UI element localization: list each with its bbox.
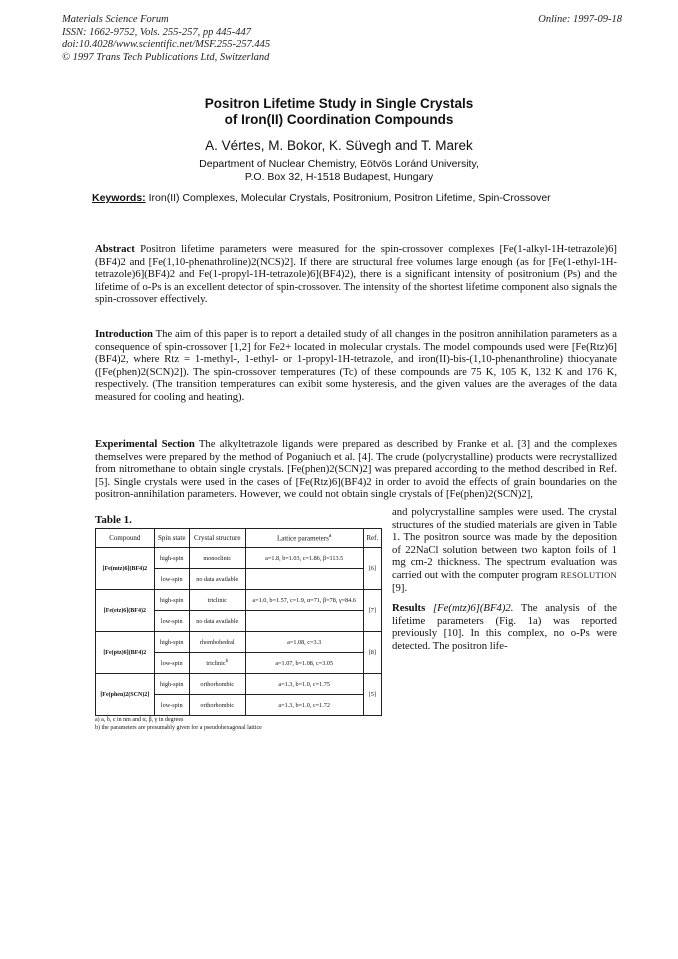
- structure-note-mark: b: [225, 658, 229, 665]
- paper-title: [0, 96, 678, 128]
- results-subheading: [Fe(mtz)6](BF4)2.: [432, 602, 514, 615]
- introduction-paragraph: [95, 328, 617, 404]
- experimental-label: Experimental Section: [95, 438, 195, 450]
- lattice-cell: a=1.3, b=1.0, c=1.75: [245, 674, 363, 695]
- table-row: [96, 548, 382, 569]
- table-row: [96, 632, 382, 653]
- lattice-cell: a=1.3, b=1.0, c=1.72: [245, 695, 363, 716]
- structure-cell: orthorhombic: [189, 674, 245, 695]
- affiliation-line-2: P.O. Box 32, H-1518 Budapest, Hungary: [244, 170, 434, 183]
- ref-cell: [8]: [363, 632, 381, 674]
- compound-cell: [Fe(ptz)6](BF4)2: [96, 632, 155, 674]
- introduction-text: The aim of this paper is to report a detailed study of all changes in the positron annihilation parameters as a consequence of spin-crossover [1,2] for Fe2+ located in molecular crystals. The model compounds used were [Fe(Rtz)6](BF4)2, where Rtz = 1-methyl-, 1-ethyl- or 1-propyl-1H-tetrazole, and iron(II)-bis-(1,10-phenanthroline) thiocyanate ([Fe(phen)2(SCN)2]). The spin-crossover temperatures (Tc) of these compounds are 75 K, 105 K, 132 K and 176 K, respectively. (The transition temperatures can exibit some hysteresis, and the given values are the averages of the data measured for cooling and heating).: [95, 328, 617, 403]
- lattice-cell: a=1.8, b=1.03, c=1.86, β=113.5: [245, 548, 363, 569]
- ref-cell: [5]: [363, 674, 381, 716]
- table-1: [95, 528, 382, 716]
- title-line-1: Positron Lifetime Study in Single Crystals: [204, 96, 474, 111]
- lattice-cell: a=1.07, b=1.08, c=3.05: [245, 653, 363, 674]
- keywords-text: Iron(II) Complexes, Molecular Crystals, Positronium, Positron Lifetime, Spin-Crossover: [148, 192, 551, 204]
- table-row: [96, 674, 382, 695]
- right-column-text: [392, 506, 617, 653]
- title-line-2: of Iron(II) Coordination Compounds: [224, 112, 454, 127]
- compound-cell: [Fe(etz)6](BF4)2: [96, 590, 155, 632]
- spin-cell: low-spin: [154, 611, 189, 632]
- table-label: Table 1.: [95, 514, 132, 526]
- structure-cell: triclinic$^b$: [189, 653, 245, 674]
- table-row: [96, 590, 382, 611]
- header-lattice-parameters: Lattice parameters$^a$: [245, 529, 363, 548]
- table-header-row: [96, 529, 382, 548]
- doi-line: doi:10.4028/www.scientific.net/MSF.255-257.445: [62, 39, 271, 50]
- ref-cell: [6]: [363, 548, 381, 590]
- spin-cell: high-spin: [154, 632, 189, 653]
- structure-cell: no data available: [189, 611, 245, 632]
- experimental-paragraph: [95, 438, 617, 501]
- header-spin-state: Spin state: [154, 529, 189, 548]
- spin-cell: high-spin: [154, 674, 189, 695]
- structure-cell: orthorhombic: [189, 695, 245, 716]
- abstract-paragraph: [95, 243, 617, 306]
- table-notes: [95, 716, 395, 732]
- spin-cell: low-spin: [154, 653, 189, 674]
- lattice-cell: a=1.08, c=3.3: [245, 632, 363, 653]
- compound-cell: [Fe(phen)2(SCN)2]: [96, 674, 155, 716]
- introduction-label: Introduction: [95, 328, 154, 340]
- structure-cell: rhombohedral: [189, 632, 245, 653]
- spin-cell: high-spin: [154, 548, 189, 569]
- results-label: Results: [392, 602, 426, 615]
- keywords-label: Keywords:: [92, 192, 146, 204]
- results-text: The analysis of the lifetime parameters (Fig. 1a) was reported previously [10]. In this complex, no o-Ps were detected. The positron life-: [392, 602, 618, 652]
- lattice-cell: [245, 569, 363, 590]
- keywords: [92, 192, 632, 204]
- compound-cell: [Fe(mtz)6](BF4)2: [96, 548, 155, 590]
- structure-cell: triclinic: [189, 590, 245, 611]
- copyright-line: © 1997 Trans Tech Publications Ltd, Switzerland: [62, 51, 270, 63]
- header-ref: Ref.: [363, 529, 381, 548]
- table-note-a: a) a, b, c in nm and α, β, γ in degrees: [95, 717, 184, 723]
- abstract-text: Positron lifetime parameters were measured for the spin-crossover complexes [Fe(1-alkyl-1H-tetrazole)6](BF4)2 and [Fe(1,10-phenathroline)2(NCS)2]. If there are structural free volumes large enough (as for [Fe(1-ethyl-1H-tetrazole)6](BF4)2 and Fe(1-propyl-1H-tetrazole)6](BF4)2), there is a significant intensity of positronium (Ps) and the lifetime of o-Ps is an excellent detector of spin-crossover. The intensity of the shortest lifetime component also signals the spin-crossover effectively.: [95, 243, 617, 306]
- abstract-label: Abstract: [95, 243, 135, 255]
- program-name: RESOLUTION: [560, 569, 617, 580]
- table-note-b: b) the parameters are presumably given for a pseudohexagonal lattice: [95, 725, 262, 731]
- spin-cell: high-spin: [154, 590, 189, 611]
- spin-cell: low-spin: [154, 569, 189, 590]
- header-note-mark: a: [328, 533, 332, 540]
- structure-cell: monoclinic: [189, 548, 245, 569]
- header-crystal-structure: Crystal structure: [189, 529, 245, 548]
- methods-continued-text: and polycrystalline samples were used. The crystal structures of the studied materials are given in Table 1. The positron source was made by the deposition of 22NaCl solution between two kapton foils of 1 mg cm-2 thickness. The spectrum evaluation was carried out with the computer program: [392, 506, 617, 581]
- affiliation: [0, 158, 678, 183]
- online-date: Online: 1997-09-18: [538, 14, 622, 25]
- affiliation-line-1: Department of Nuclear Chemistry, Eötvös Loránd University,: [199, 158, 479, 170]
- authors: A. Vértes, M. Bokor, K. Süvegh and T. Marek: [205, 138, 473, 153]
- journal-header: [62, 14, 622, 64]
- experimental-text: The alkyltetrazole ligands were prepared as described by Franke et al. [3] and the complexes themselves were prepared by the method of Poganiuch et al. [4]. The crude (polycrystalline) products were recrystallized from nitromethane to obtain single crystals. [Fe(phen)2(SCN)2] was prepared according to the method described in Ref. [5]. Single crystals were used in the cases of [Fe(Rtz)6](BF4)2 in order to avoid the effects of grain boundaries on the positron-annihilation parameters. However, we could not obtain single crystals of [Fe(phen)2(SCN)2],: [95, 438, 617, 501]
- lattice-cell: a=1.0, b=1.57, c=1.9, α=71, β=78, γ=84.6: [245, 590, 363, 611]
- ref-cell: [7]: [363, 590, 381, 632]
- issn-line: ISSN: 1662-9752, Vols. 255-257, pp 445-447: [62, 26, 251, 38]
- journal-name: Materials Science Forum: [62, 14, 169, 25]
- structure-cell: no data available: [189, 569, 245, 590]
- program-ref: [9].: [392, 581, 408, 594]
- spin-cell: low-spin: [154, 695, 189, 716]
- lattice-cell: [245, 611, 363, 632]
- header-compound: Compound: [96, 529, 155, 548]
